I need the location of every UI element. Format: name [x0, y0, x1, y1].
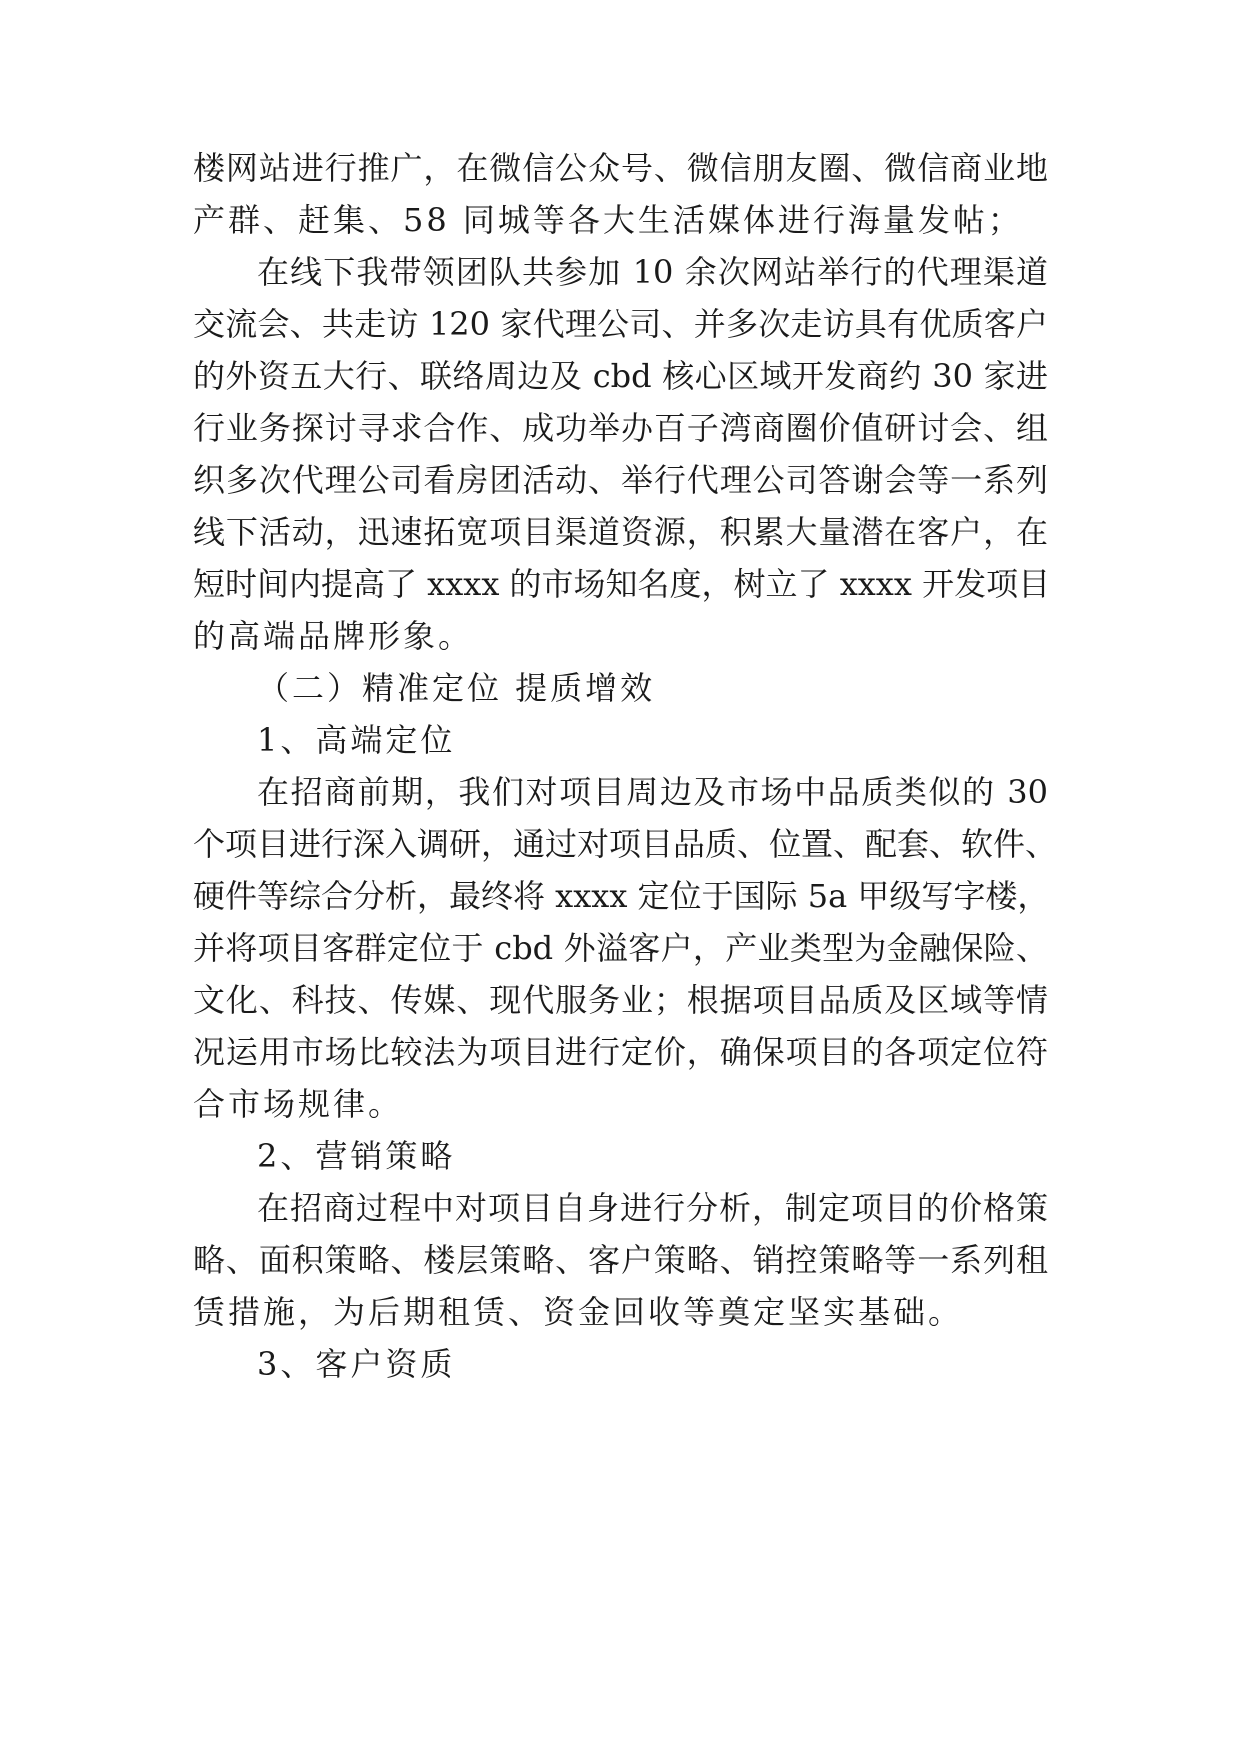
text-line: 产群、赶集、58 同城等各大生活媒体进行海量发帖； [193, 201, 1023, 239]
text-line: 合市场规律。 [193, 1085, 404, 1123]
text-line: 赁措施，为后期租赁、资金回收等奠定坚实基础。 [193, 1293, 964, 1331]
text-line: 个项目进行深入调研，通过对项目品质、位置、配套、软件、 [193, 825, 1058, 863]
text-line: 织多次代理公司看房团活动、举行代理公司答谢会等一系列 [193, 461, 1048, 499]
text-line: 硬件等综合分析，最终将 xxxx 定位于国际 5a 甲级写字楼， [193, 877, 1050, 915]
text-line: 线下活动，迅速拓宽项目渠道资源，积累大量潜在客户，在 [193, 513, 1048, 551]
text-line: 在招商前期，我们对项目周边及市场中品质类似的 30 [257, 773, 1048, 811]
text-line: 并将项目客群定位于 cbd 外溢客户，产业类型为金融保险、 [193, 929, 1048, 967]
subsection-heading: 2、营销策略 [257, 1137, 456, 1175]
subsection-heading: 3、客户资质 [257, 1345, 456, 1383]
section-heading: （二）精准定位 提质增效 [257, 669, 656, 707]
text-line: 楼网站进行推广，在微信公众号、微信朋友圈、微信商业地 [193, 149, 1048, 187]
text-line: 文化、科技、传媒、现代服务业；根据项目品质及区域等情 [193, 981, 1048, 1019]
text-line: 略、面积策略、楼层策略、客户策略、销控策略等一系列租 [193, 1241, 1048, 1279]
text-line: 短时间内提高了 xxxx 的市场知名度，树立了 xxxx 开发项目 [193, 565, 1051, 603]
text-line: 行业务探讨寻求合作、成功举办百子湾商圈价值研讨会、组 [193, 409, 1048, 447]
text-line: 的高端品牌形象。 [193, 617, 474, 655]
text-line: 的外资五大行、联络周边及 cbd 核心区域开发商约 30 家进 [193, 357, 1048, 395]
text-line: 在线下我带领团队共参加 10 余次网站举行的代理渠道 [257, 253, 1048, 291]
text-line: 况运用市场比较法为项目进行定价，确保项目的各项定位符 [193, 1033, 1048, 1071]
text-line: 交流会、共走访 120 家代理公司、并多次走访具有优质客户 [193, 305, 1048, 343]
text-line: 在招商过程中对项目自身进行分析，制定项目的价格策 [257, 1189, 1048, 1227]
subsection-heading: 1、高端定位 [257, 721, 456, 759]
